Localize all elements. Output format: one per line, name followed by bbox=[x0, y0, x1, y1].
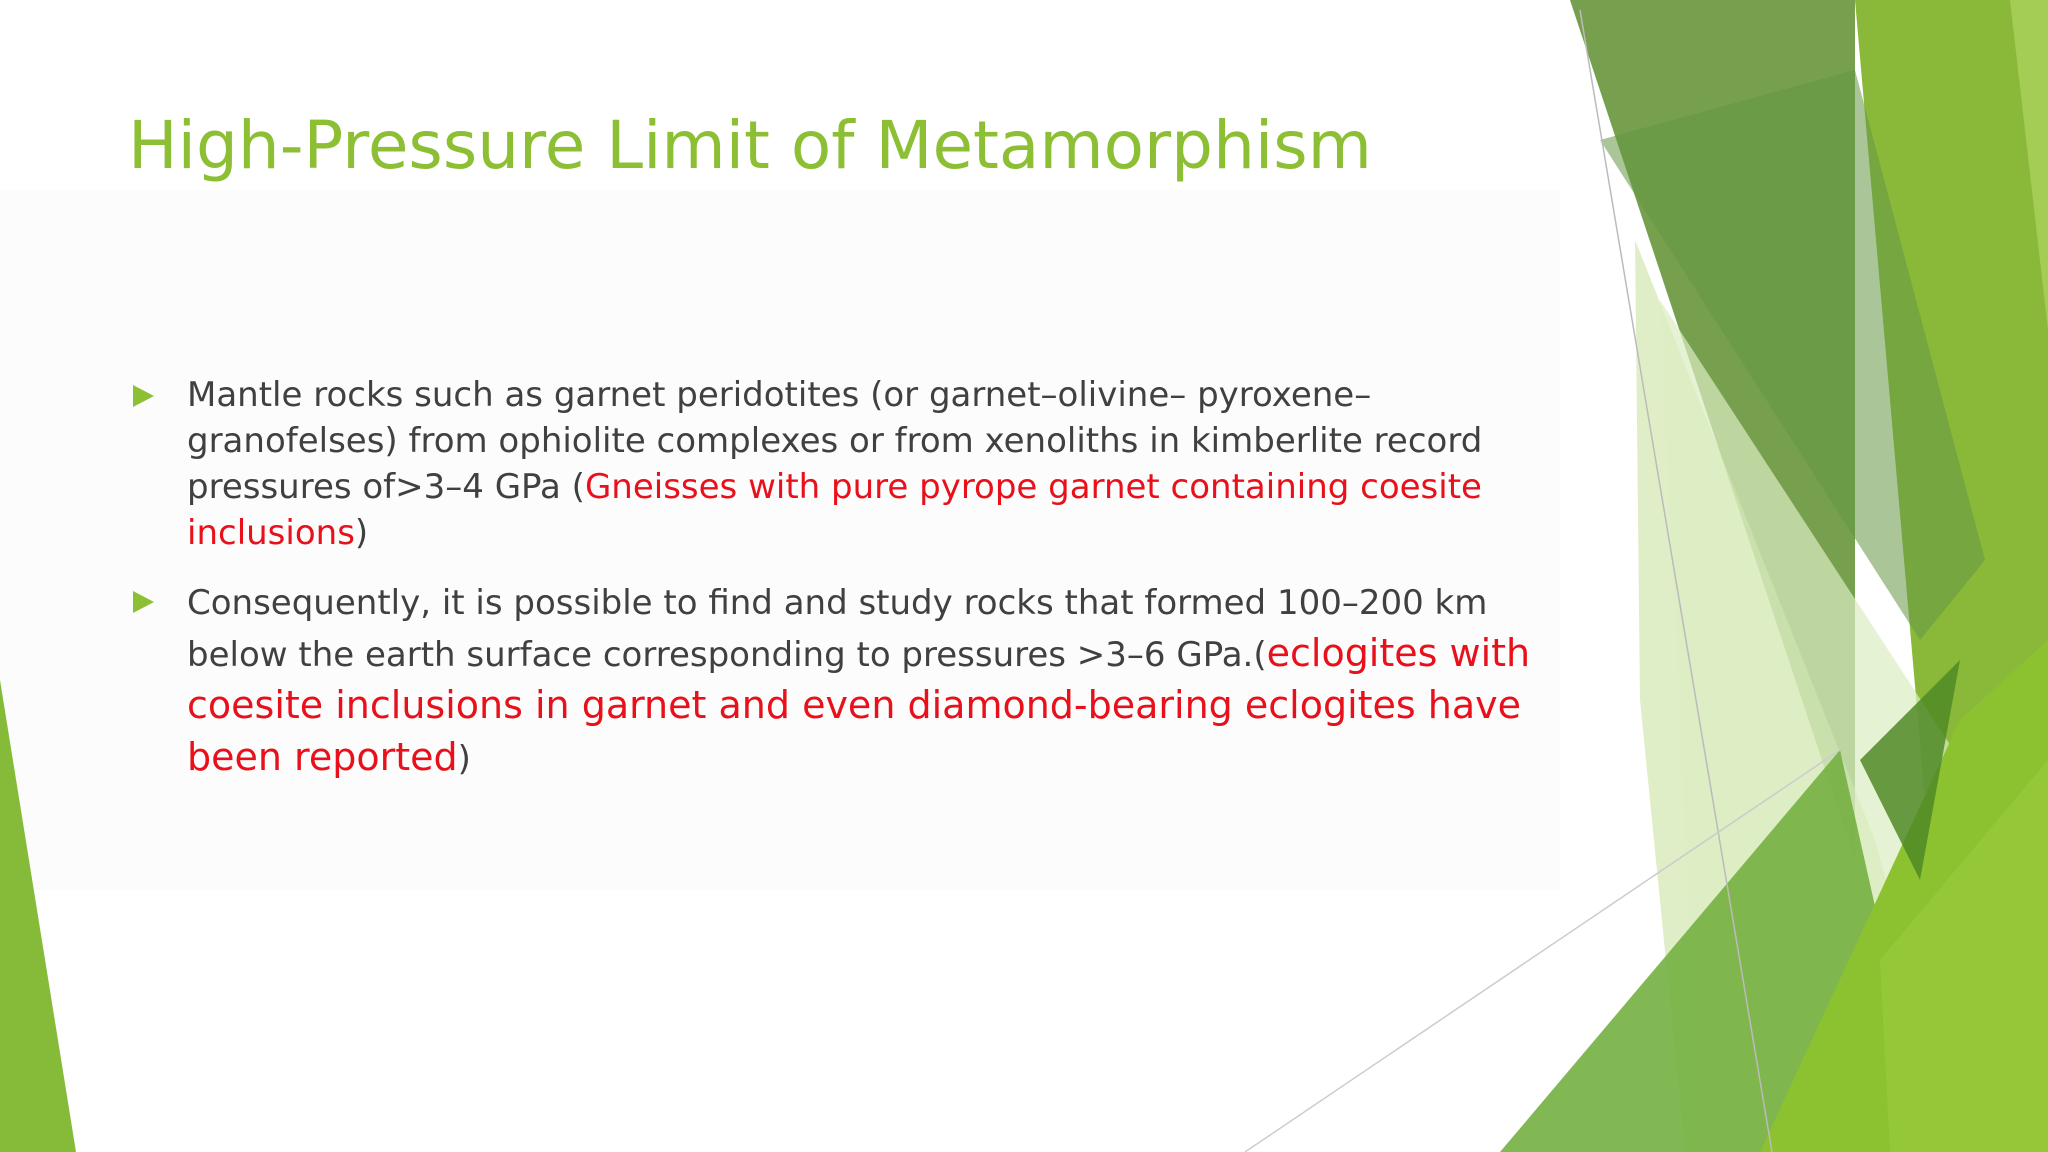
bullet-item bbox=[130, 372, 1550, 556]
bullet-closing: ) bbox=[354, 513, 369, 553]
bullet-list bbox=[130, 372, 1550, 784]
bullet-closing: ) bbox=[457, 739, 471, 779]
bullet-text: Mantle rocks such as garnet peridotites (or garnet–olivine– pyroxene–granofelses) from ophiolite complexes or from xenoliths in kimberlite record pressures of>3–4 GPa ( bbox=[187, 375, 1483, 507]
bullet-text: Consequently, it is possible to find and study rocks that formed 100–200 km below the earth surface corresponding to pressures >3–6 GPa.( bbox=[187, 583, 1488, 675]
green-sliver-left bbox=[0, 680, 76, 1152]
bullet-highlight: eclogites with coesite inclusions in garnet and even diamond-bearing eclogites have been reported bbox=[187, 631, 1531, 779]
bullet-item bbox=[130, 578, 1550, 784]
triangle-right-icon bbox=[133, 591, 154, 613]
bullet-highlight: Gneisses with pure pyrope garnet containing coesite inclusions bbox=[187, 467, 1482, 553]
slide-title: High-Pressure Limit of Metamorphism bbox=[128, 107, 1372, 184]
triangle-right-icon bbox=[133, 385, 154, 407]
